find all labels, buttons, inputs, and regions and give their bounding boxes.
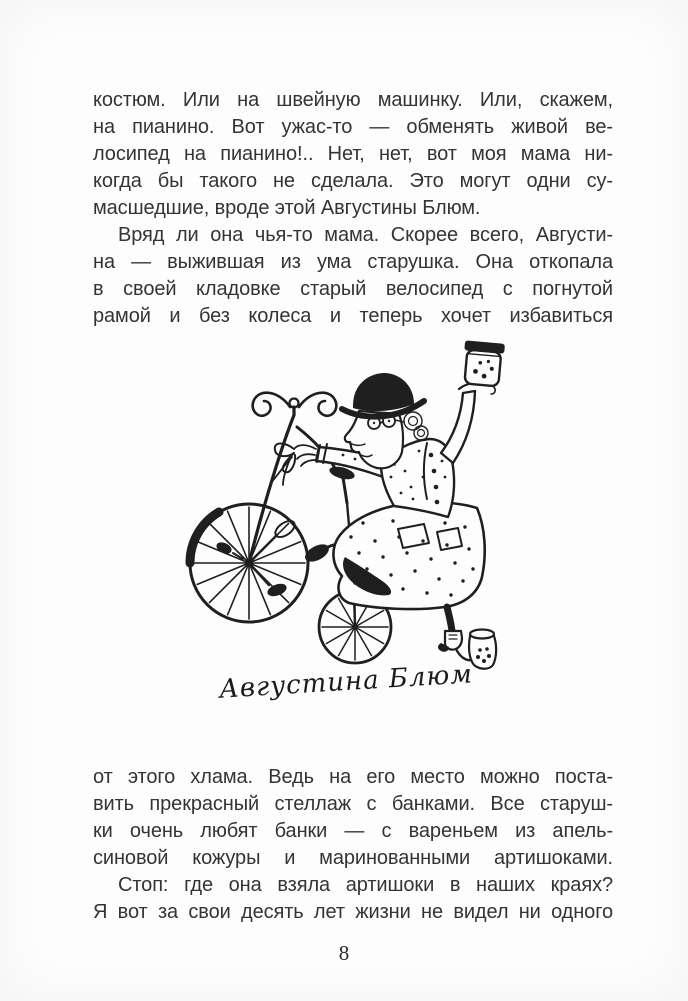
text-line: когда бы такого не сделала. Это могут одни су-	[93, 170, 613, 192]
body-text-block-bottom	[93, 764, 613, 926]
text-line: на пианино. Вот ужас-то — обменять живой ве-	[93, 116, 613, 138]
raised-jam-jar	[461, 340, 505, 386]
text-line: Я вот за свои десять лет жизни не видел ни одного	[93, 901, 613, 923]
text-line: масшедшие, вроде этой Августины Блюм.	[93, 197, 481, 219]
page-number: 8	[338, 941, 350, 965]
text-line: костюм. Или на швейную машинку. Или, скажем,	[93, 89, 613, 111]
text-line: синовой кожуры и маринованными артишоками.	[93, 847, 613, 869]
text-line: рамой и без колеса и теперь хочет избавиться	[93, 305, 613, 327]
text-line: от этого хлама. Ведь на его место можно поста-	[93, 766, 613, 788]
paragraph	[93, 222, 613, 330]
text-line: ки очень любят банки — с вареньем из апель-	[93, 820, 613, 842]
text-line: Вряд ли она чья-то мама. Скорее всего, Августи-	[118, 224, 613, 246]
illustration-signature: Августина Блюм	[218, 659, 474, 705]
paragraph	[93, 764, 613, 872]
text-line: вить прекрасный стеллаж с банками. Все старуш-	[93, 793, 613, 815]
text-line: лосипед на пианино!.. Нет, нет, вот моя мама ни-	[93, 143, 613, 165]
paragraph	[93, 872, 613, 926]
text-line: Стоп: где она взяла артишоки в наших краях?	[118, 874, 613, 896]
paragraph	[93, 87, 613, 222]
augustina-figure	[271, 373, 495, 660]
body-text-block-top	[93, 87, 613, 330]
text-line: на — выжившая из ума старушка. Она откопала	[93, 251, 613, 273]
text-line: в своей кладовке старый велосипед с погнутой	[93, 278, 613, 300]
illustration-augustina-on-bicycle	[93, 331, 613, 764]
